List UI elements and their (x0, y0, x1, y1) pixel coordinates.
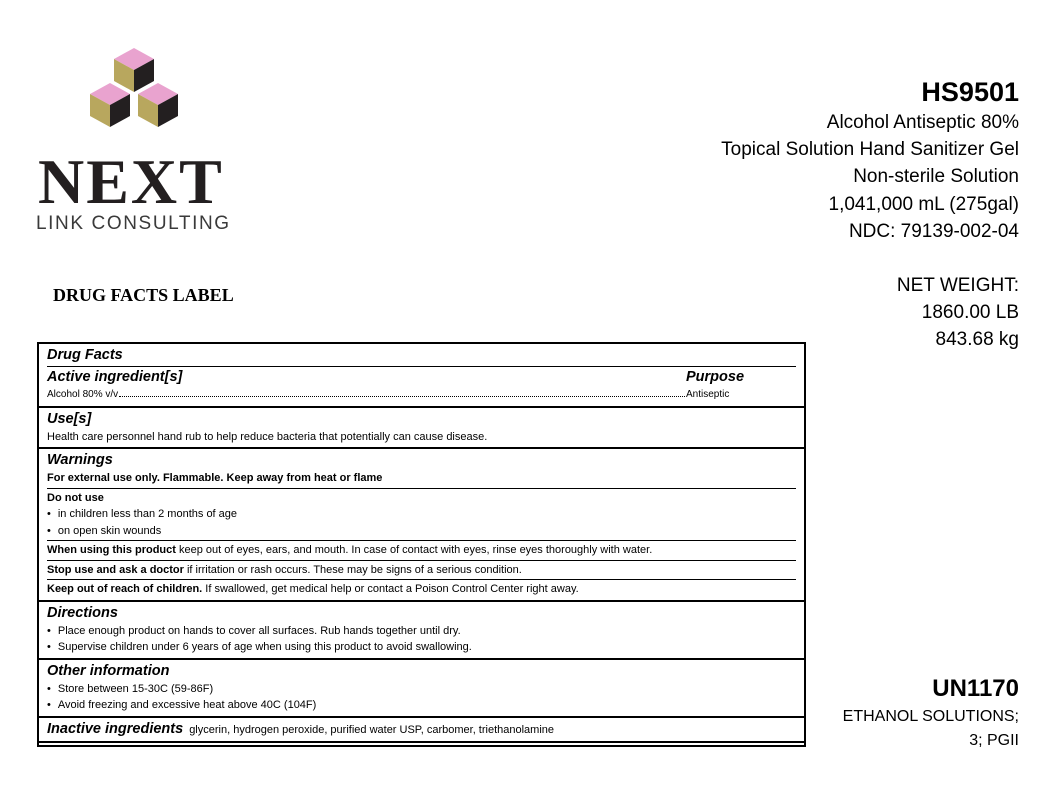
drug-facts-title: Drug Facts (47, 347, 123, 363)
logo-cubes-icon (84, 46, 184, 142)
product-line: Topical Solution Hand Sanitizer Gel (721, 139, 1019, 161)
purpose-title: Purpose (686, 369, 745, 385)
warnings-title: Warnings (47, 452, 113, 468)
directions-section (39, 602, 804, 660)
other-info-item: • Avoid freezing and excessive heat above 40C (104F) (47, 697, 796, 714)
un-code: UN1170 (932, 675, 1019, 702)
product-code: HS9501 (921, 77, 1019, 107)
inactive-text: glycerin, hydrogen peroxide, purified water USP, carbomer, triethanolamine (189, 723, 555, 736)
weight-kg: 843.68 kg (935, 329, 1019, 351)
active-section (39, 344, 804, 408)
logo-subtitle: LINK CONSULTING (36, 213, 231, 234)
product-info (721, 75, 1019, 354)
logo-wordmark: NEXT (38, 146, 224, 217)
other-info-item: • Store between 15-30C (59-86F) (47, 681, 796, 698)
inactive-section (39, 718, 804, 743)
warning-external: For external use only. Flammable. Keep away from heat or flame (47, 472, 383, 484)
product-line: Non-sterile Solution (853, 166, 1019, 188)
product-line: NDC: 79139-002-04 (848, 220, 1019, 242)
warnings-section (39, 449, 804, 602)
active-ingredient-title: Active ingredient[s] (47, 369, 183, 385)
other-info-section (39, 660, 804, 718)
uses-text: Health care personnel hand rub to help reduce bacteria that potentially can cause disease. (47, 430, 488, 443)
other-info-title: Other information (47, 662, 170, 679)
do-not-use-item: • in children less than 2 months of age (47, 506, 796, 523)
drug-facts-label-heading: DRUG FACTS LABEL (53, 285, 234, 305)
shipping-line: ETHANOL SOLUTIONS; (842, 708, 1019, 725)
keep-out-row: Keep out of reach of children. If swallowed, get medical help or contact a Poison Control Center right away. (47, 583, 579, 595)
directions-title: Directions (47, 604, 118, 621)
directions-item: • Place enough product on hands to cover all surfaces. Rub hands together until dry. (47, 623, 796, 640)
product-line: Alcohol Antiseptic 80% (826, 112, 1019, 133)
uses-section (39, 408, 804, 450)
stop-use-row: Stop use and ask a doctor if irritation or rash occurs. These may be signs of a serious condition. (47, 563, 522, 576)
purpose-text: Antiseptic (686, 389, 730, 400)
net-weight-label: NET WEIGHT: (896, 275, 1019, 297)
inactive-title: Inactive ingredients (47, 720, 184, 737)
do-not-use-heading: Do not use (47, 491, 104, 504)
product-line: 1,041,000 mL (275gal) (828, 193, 1019, 215)
shipping-line: 3; PGII (969, 732, 1019, 749)
when-using-row: When using this product keep out of eyes, ears, and mouth. In case of contact with eyes, rinse eyes thoroughly with water. (47, 544, 653, 556)
uses-title: Use[s] (47, 410, 92, 427)
weight-lb: 1860.00 LB (921, 302, 1019, 324)
shipping-info (843, 673, 1019, 753)
directions-item: • Supervise children under 6 years of age when using this product to avoid swallowing. (47, 639, 796, 656)
active-ingredient-text: Alcohol 80% v/v (47, 389, 119, 400)
drug-facts-box (37, 342, 806, 747)
do-not-use-item: • on open skin wounds (47, 523, 796, 540)
